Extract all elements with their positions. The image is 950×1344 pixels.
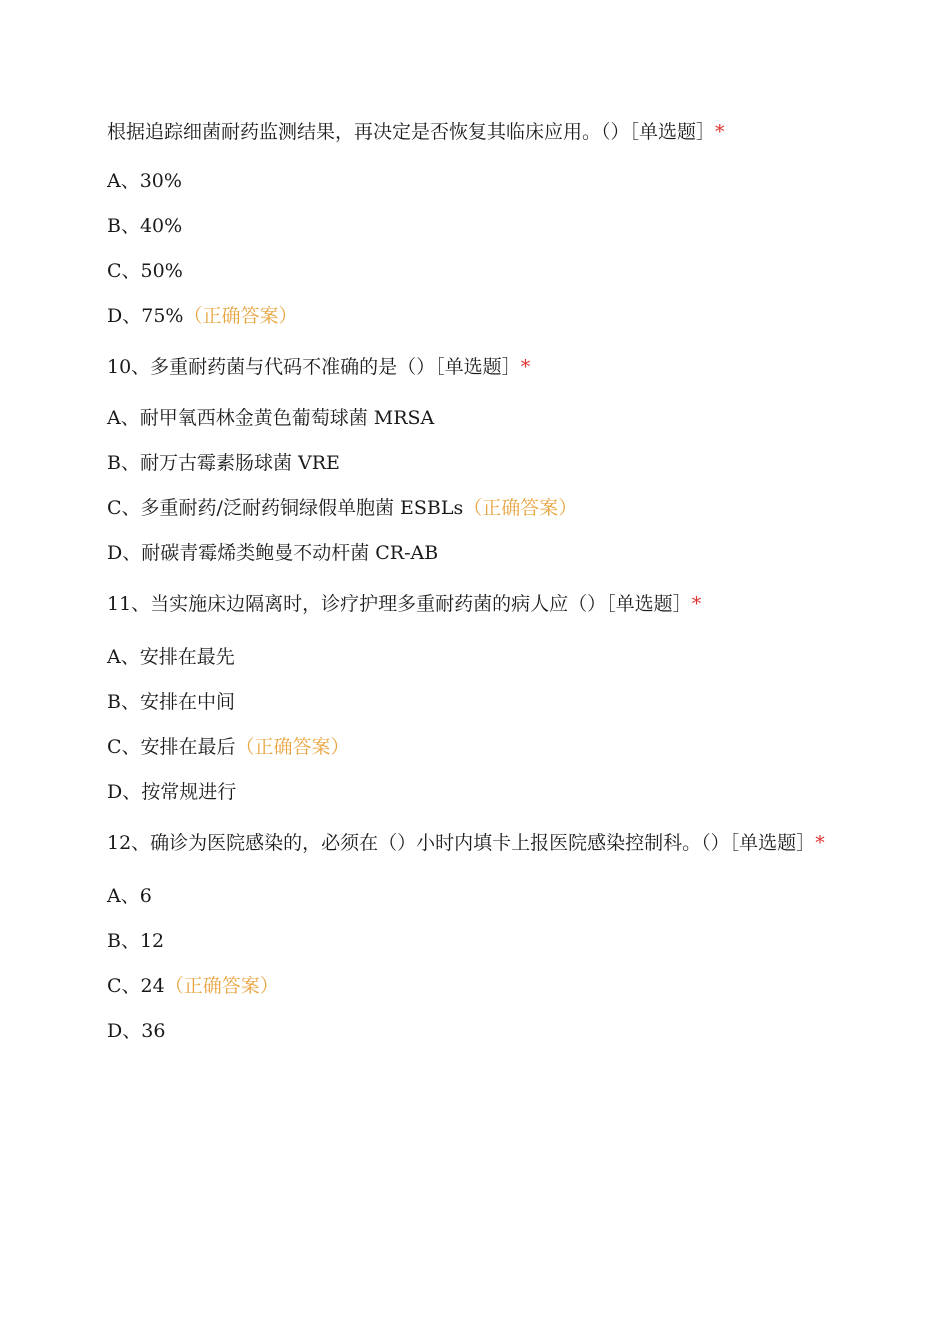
question-block-11: [107, 584, 847, 815]
option-a[interactable]: A、耐甲氧西林金黄色葡萄球菌 MRSA: [107, 407, 435, 429]
option-d[interactable]: D、75%（正确答案）: [107, 305, 298, 327]
option-b[interactable]: B、耐万古霉素肠球菌 VRE: [107, 452, 340, 474]
option-c[interactable]: C、50%: [107, 260, 183, 282]
option-c[interactable]: C、多重耐药/泛耐药铜绿假单胞菌 ESBLs（正确答案）: [107, 497, 578, 519]
question-list: [107, 112, 847, 1062]
question-text: 10、多重耐药菌与代码不准确的是（）［单选题］*: [107, 356, 531, 378]
options-list: [107, 874, 847, 1054]
correct-answer-tag: （正确答案）: [463, 497, 578, 519]
options-list: [107, 635, 847, 815]
question-text: 11、当实施床边隔离时，诊疗护理多重耐药菌的病人应（）［单选题］*: [107, 593, 702, 615]
option-d[interactable]: D、36: [107, 1020, 166, 1042]
options-list: [107, 159, 847, 339]
required-mark: *: [691, 593, 702, 615]
question-text: 根据追踪细菌耐药监测结果，再决定是否恢复其临床应用。（）［单选题］*: [107, 121, 725, 143]
option-d[interactable]: D、耐碳青霉烯类鲍曼不动杆菌 CR-AB: [107, 542, 439, 564]
correct-answer-tag: （正确答案）: [164, 975, 279, 997]
required-mark: *: [815, 832, 825, 854]
option-c[interactable]: C、安排在最后（正确答案）: [107, 736, 350, 758]
correct-answer-tag: （正确答案）: [183, 305, 298, 327]
option-d[interactable]: D、按常规进行: [107, 781, 237, 803]
question-block-10: [107, 347, 847, 576]
option-b[interactable]: B、12: [107, 930, 165, 952]
question-text: 12、确诊为医院感染的，必须在（）小时内填卡上报医院感染控制科。（）［单选题］*: [107, 832, 825, 854]
option-b[interactable]: B、安排在中间: [107, 691, 235, 713]
required-mark: *: [520, 356, 531, 378]
question-block-12: [107, 823, 847, 1054]
required-mark: *: [715, 121, 725, 143]
question-block-1: [107, 112, 847, 339]
options-list: [107, 396, 847, 576]
option-a[interactable]: A、安排在最先: [107, 646, 235, 668]
option-a[interactable]: A、6: [107, 885, 152, 907]
option-a[interactable]: A、30%: [107, 170, 182, 192]
option-b[interactable]: B、40%: [107, 215, 183, 237]
option-c[interactable]: C、24（正确答案）: [107, 975, 279, 997]
correct-answer-tag: （正确答案）: [235, 736, 350, 758]
